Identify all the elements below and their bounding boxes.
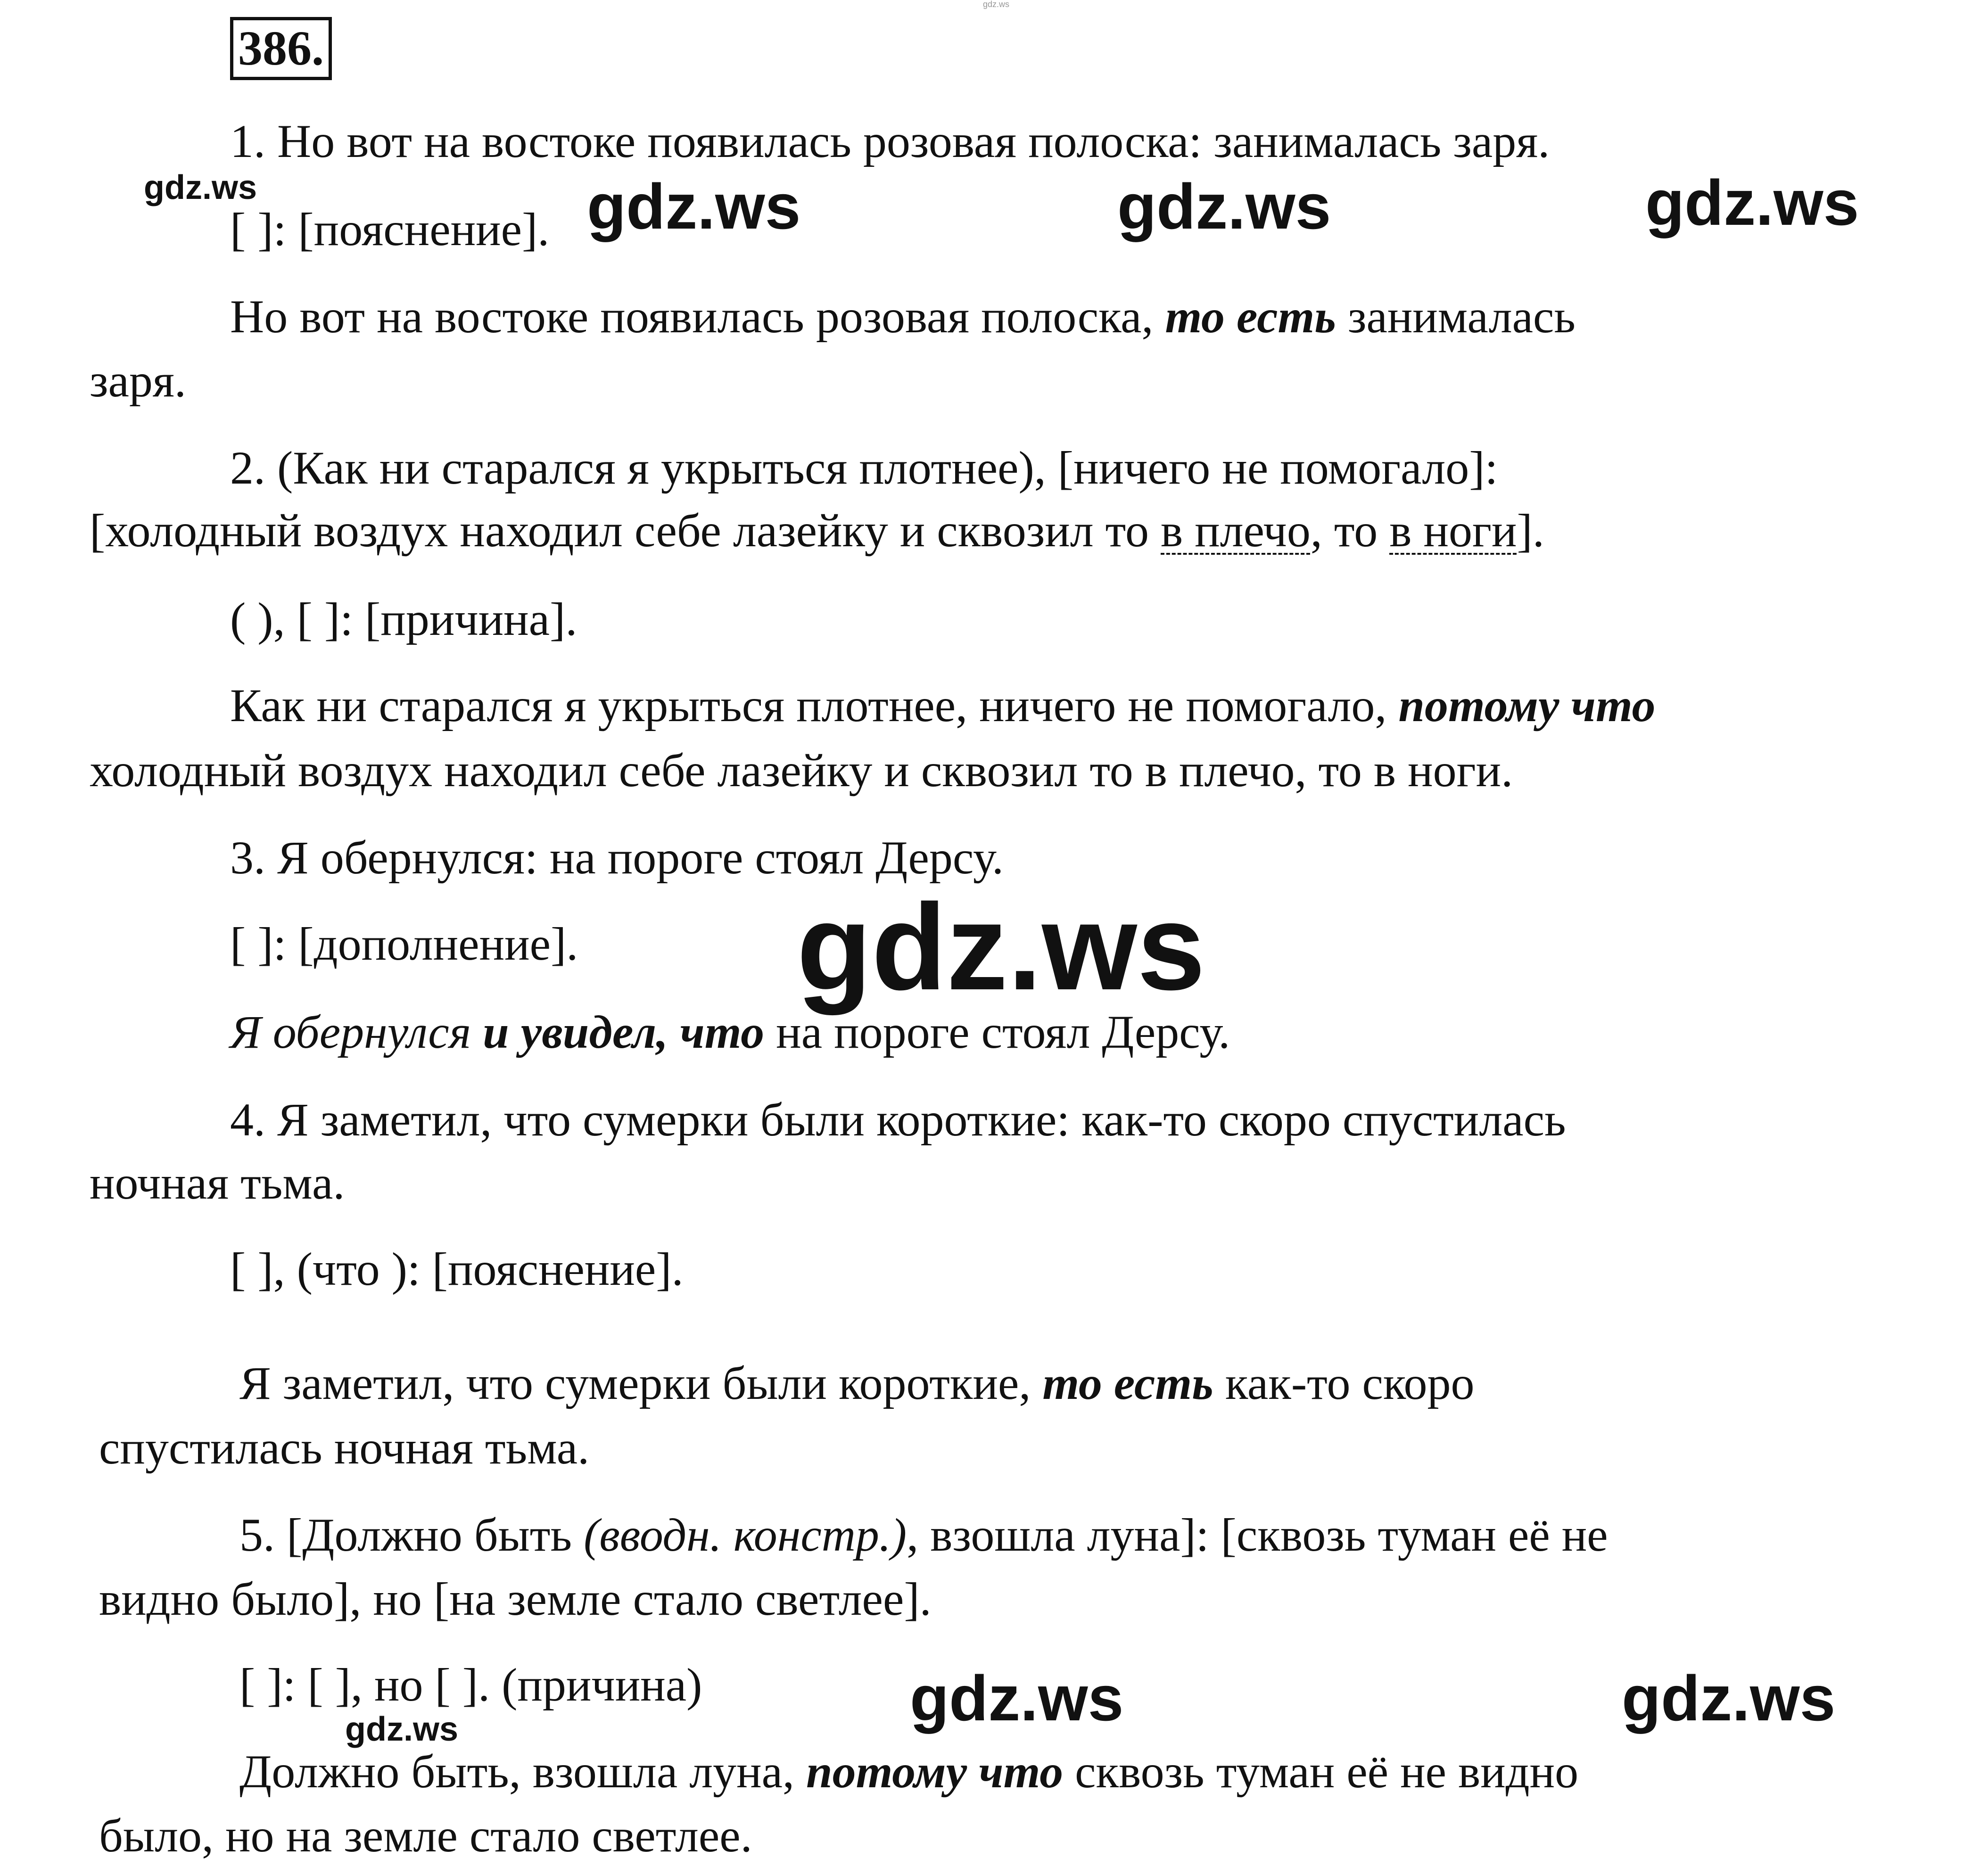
s2-sentence-line2 bbox=[90, 504, 1544, 557]
s4-conjunction: то есть bbox=[1042, 1357, 1213, 1409]
watermark-3: gdz.ws bbox=[1645, 167, 1859, 238]
watermark-tiny: gdz.ws bbox=[983, 0, 1010, 9]
s3-rewrite-b: на пороге стоял Дерсу. bbox=[764, 1006, 1230, 1058]
s1-rewrite-line1 bbox=[230, 290, 1576, 343]
s3-rewrite bbox=[230, 1006, 1230, 1058]
s4-rewrite-a: Я заметил, что сумерки были короткие, bbox=[239, 1357, 1043, 1409]
s5-rewrite-b: сквозь туман её не видно bbox=[1063, 1745, 1579, 1798]
s2-rewrite-a: Как ни старался я укрыться плотнее, ничего не помогало, bbox=[230, 679, 1399, 732]
s3-scheme: [ ]: [дополнение]. bbox=[230, 918, 578, 970]
watermark-4: gdz.ws bbox=[910, 1662, 1124, 1734]
watermark-5: gdz.ws bbox=[1622, 1662, 1836, 1734]
s2-underlined-1: в плечо bbox=[1161, 504, 1311, 557]
s5-scheme: [ ]: [ ], но [ ]. (причина) bbox=[239, 1659, 702, 1711]
s5-rewrite-line2: было, но на земле стало светлее. bbox=[99, 1809, 752, 1862]
s2-sentence-line1: 2. (Как ни старался я укрыться плотнее), [ничего не помогало]: bbox=[230, 442, 1498, 494]
s2-line2-c: ]. bbox=[1517, 504, 1544, 557]
task-number bbox=[230, 17, 332, 80]
s4-sentence-line2: ночная тьма. bbox=[90, 1157, 345, 1209]
s5-line1-a: 5. [Должно быть bbox=[239, 1509, 584, 1561]
s4-rewrite-line1 bbox=[239, 1357, 1475, 1409]
s5-note: (вводн. констр.) bbox=[584, 1509, 907, 1561]
watermark-small-2: gdz.ws bbox=[345, 1710, 459, 1748]
s2-scheme: ( ), [ ]: [причина]. bbox=[230, 593, 577, 645]
s1-scheme: [ ]: [пояснение]. bbox=[230, 203, 550, 255]
s3-rewrite-a: Я обернулся bbox=[230, 1006, 483, 1058]
s1-rewrite-line2: заря. bbox=[90, 354, 186, 407]
task-number-value: 386 bbox=[238, 21, 312, 75]
s1-conjunction: то есть bbox=[1165, 290, 1336, 343]
task-number-suffix: . bbox=[312, 21, 324, 75]
s2-line2-b: , то bbox=[1310, 504, 1390, 557]
s1-rewrite-a: Но вот на востоке появилась розовая полоска, bbox=[230, 290, 1165, 343]
s5-rewrite-a: Должно быть, взошла луна, bbox=[239, 1745, 807, 1798]
s5-rewrite-line1 bbox=[239, 1745, 1579, 1798]
watermark-2: gdz.ws bbox=[1117, 171, 1331, 242]
s2-conjunction: потому что bbox=[1398, 679, 1656, 732]
s2-line2-a: [холодный воздух находил себе лазейку и сквозил то bbox=[90, 504, 1161, 557]
s5-sentence-line2: видно было], но [на земле стало светлее]. bbox=[99, 1573, 932, 1625]
s4-scheme: [ ], (что ): [пояснение]. bbox=[230, 1243, 684, 1295]
s3-conjunction: и увидел, что bbox=[483, 1006, 765, 1058]
s5-conjunction: потому что bbox=[806, 1745, 1064, 1798]
s5-sentence-line1 bbox=[239, 1509, 1608, 1561]
watermark-large: gdz.ws bbox=[797, 879, 1205, 1016]
s4-rewrite-line2: спустилась ночная тьма. bbox=[99, 1422, 590, 1474]
watermark-small-1: gdz.ws bbox=[144, 169, 257, 206]
s2-underlined-2: в ноги bbox=[1389, 504, 1517, 557]
watermark-1: gdz.ws bbox=[587, 171, 801, 242]
s2-rewrite-line1 bbox=[230, 679, 1656, 732]
s2-rewrite-line2: холодный воздух находил себе лазейку и сквозил то в плечо, то в ноги. bbox=[90, 744, 1513, 797]
s1-sentence: 1. Но вот на востоке появилась розовая полоска: занималась заря. bbox=[230, 115, 1550, 167]
s4-rewrite-b: как-то скоро bbox=[1213, 1357, 1475, 1409]
s3-sentence: 3. Я обернулся: на пороге стоял Дерсу. bbox=[230, 831, 1004, 884]
s4-sentence-line1: 4. Я заметил, что сумерки были короткие: как-то скоро спустилась bbox=[230, 1093, 1566, 1146]
s5-line1-b: , взошла луна]: [сквозь туман её не bbox=[907, 1509, 1608, 1561]
s1-rewrite-b: занималась bbox=[1336, 290, 1576, 343]
